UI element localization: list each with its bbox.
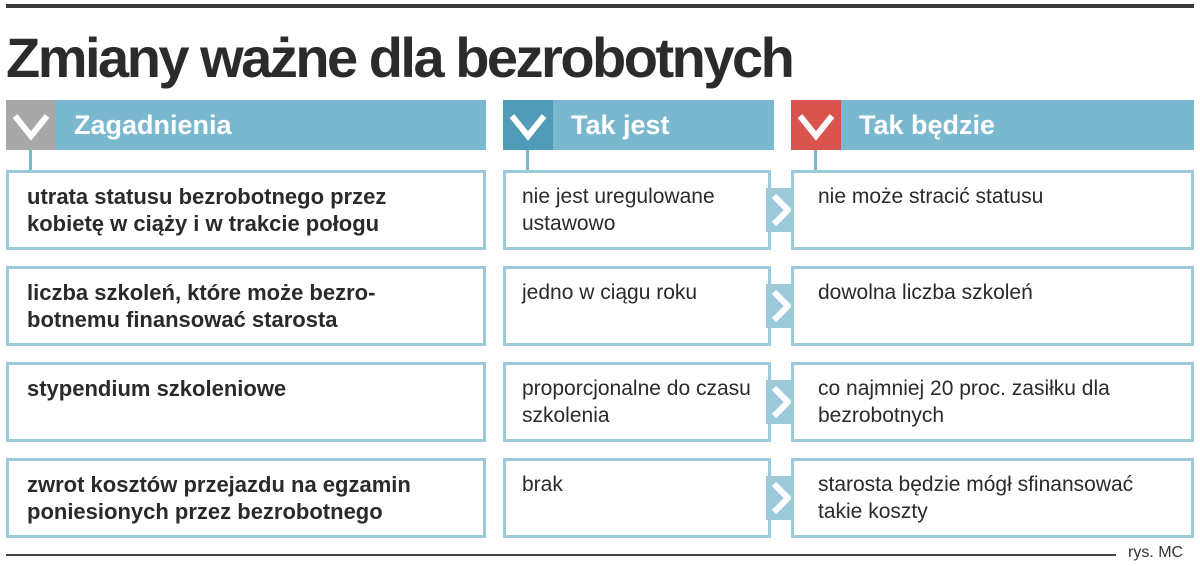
header-stem bbox=[29, 150, 32, 172]
top-rule bbox=[6, 4, 1194, 8]
chevron-down-icon bbox=[791, 100, 841, 150]
header-stem bbox=[814, 150, 817, 172]
row-4-future: starosta będzie mógł sfinansować takie koszty bbox=[791, 458, 1194, 538]
bottom-rule bbox=[6, 554, 1116, 556]
header-topic-label: Zagadnienia bbox=[74, 110, 232, 140]
page-title: Zmiany ważne dla bezrobotnych bbox=[6, 26, 793, 89]
row-1-current: nie jest uregulowane ustawowo bbox=[503, 170, 771, 250]
header-current-label: Tak jest bbox=[571, 110, 670, 140]
header-stem bbox=[526, 150, 529, 172]
chevron-down-icon bbox=[6, 100, 56, 150]
header-future bbox=[791, 100, 1194, 150]
row-2-current: jedno w ciągu roku bbox=[503, 266, 771, 346]
header-future-label: Tak będzie bbox=[859, 110, 996, 140]
header-current bbox=[503, 100, 774, 150]
row-4-current: brak bbox=[503, 458, 771, 538]
row-4-topic: zwrot kosztów przejazdu na egzamin poniesionych przez bezrobotnego bbox=[6, 458, 486, 538]
row-3-topic: stypendium szkoleniowe bbox=[6, 362, 486, 442]
row-3-current: proporcjonalne do czasu szkolenia bbox=[503, 362, 771, 442]
row-3-future: co najmniej 20 proc. zasiłku dla bezrobotnych bbox=[791, 362, 1194, 442]
row-1-topic: utrata statusu bezrobotnego przez kobietę w ciąży i w trakcie połogu bbox=[6, 170, 486, 250]
header-topic bbox=[6, 100, 486, 150]
credit: rys. MC bbox=[1128, 544, 1184, 561]
chevron-down-icon bbox=[503, 100, 553, 150]
row-1-future: nie może stracić statusu bbox=[791, 170, 1194, 250]
row-2-future: dowolna liczba szkoleń bbox=[791, 266, 1194, 346]
row-2-topic: liczba szkoleń, które może bezro-botnemu finansować starosta bbox=[6, 266, 486, 346]
